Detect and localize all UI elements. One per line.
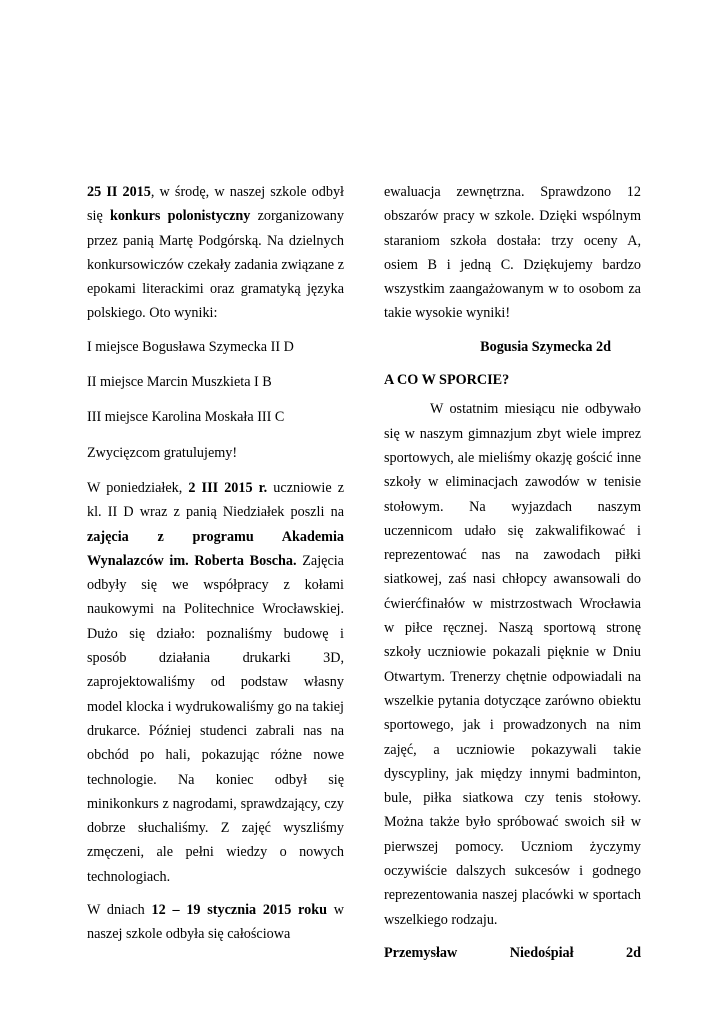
- author-last-name: Niedośpiał: [509, 944, 574, 961]
- right-column: [384, 180, 641, 965]
- author-signature-1: Bogusia Szymecka 2d: [480, 338, 611, 355]
- evaluation-paragraph-end: ewaluacja zewnętrzna. Sprawdzono 12 obszarów pracy w szkole. Dzięki wspólnym staraniom szkoła dostała: trzy oceny A, osiem B i jedną C. Dziękujemy bardzo wszystkim zaangażowanym w to osobom za takie wysokie wyniki!: [384, 184, 641, 322]
- workshop-date: 2 III 2015 r.: [188, 479, 268, 496]
- left-column: [87, 180, 344, 956]
- contest-paragraph: 25 II 2015, w środę, w naszej szkole odbył się konkurs polonistyczny zorganizowany przez panią Martę Podgórską. Na dzielnych konkursowiczów czekały zadania związane z epokami literackimi oraz gramatyką języka polskiego. Oto wyniki:: [87, 184, 344, 322]
- workshop-paragraph: W poniedziałek, 2 III 2015 r. uczniowie z kl. II D wraz z panią Niedziałek poszli na zajęcia z programu Akademia Wynalazców im. Roberta Boscha. Zajęcia odbyły się we współpracy z kołami naukowymi na Politechnice Wrocławskiej. Dużo się działo: poznaliśmy budowę i sposób działania drukarki 3D, zaprojektowaliśmy od podstaw własny model klocka i wydrukowaliśmy go na takiej drukarce. Później studenci zabrali nas na obchód po hali, pokazując różne nowe technologie. Na koniec odbył się minikonkurs z nagrodami, sprawdzający, czy dobrze słuchaliśmy. Z zajęć wyszliśmy zmęczeni, ale pełni wiedzy o nowych technologiach.: [87, 479, 345, 885]
- congratulations-text: Zwycięzcom gratulujemy!: [87, 444, 238, 461]
- result-third-place: III miejsce Karolina Moskała III C: [87, 409, 285, 426]
- author-first-name: Przemysław: [384, 944, 458, 961]
- result-first-place: I miejsce Bogusława Szymecka II D: [87, 338, 294, 355]
- author-class: 2d: [626, 944, 641, 961]
- evaluation-date: 12 – 19 stycznia 2015 roku: [151, 902, 327, 919]
- contest-date: 25 II 2015: [87, 184, 151, 200]
- evaluation-paragraph-start: W dniach 12 – 19 stycznia 2015 roku w naszej szkole odbyła się całościowa: [87, 902, 345, 943]
- sport-section-heading: A CO W SPORCIE?: [384, 372, 510, 389]
- result-second-place: II miejsce Marcin Muszkieta I B: [87, 374, 272, 391]
- sport-paragraph: W ostatnim miesiącu nie odbywało się w naszym gimnazjum zbyt wiele imprez sportowych, ale mieliśmy okazję gościć inne szkoły w eliminacjach zawodów w tenisie stołowym. Na wyjazdach naszym uczennicom udało się zakwalifikować i reprezentować nas na zawodach piłki siatkowej, zaś nasi chłopcy awansowali do ćwierćfinałów w mistrzostwach Wrocławia w piłce ręcznej. Naszą sportową stronę szkoły uczniowie pokazali pięknie w Dniu Otwartym. Trenerzy chętnie odpowiadali na wszelkie pytania dotyczące zarówno obiektu sportowego, jak i prowadzonych na nim zajęć, a uczniowie pokazywali takie dyscypliny, jak między innymi badminton, bule, piłka siatkowa czy tenis stołowy. Można także było spróbować swoich sił w pierwszej pomocy. Uczniom życzymy oczywiście dalszych sukcesów i godnego reprezentowania naszej placówki w sportach wszelkiego rodzaju.: [384, 401, 641, 928]
- workshop-program: zajęcia z programu Akademia Wynalazców im. Roberta Boscha.: [87, 528, 344, 569]
- author-signature-2: [384, 941, 641, 965]
- contest-name: konkurs polonistyczny: [109, 208, 251, 225]
